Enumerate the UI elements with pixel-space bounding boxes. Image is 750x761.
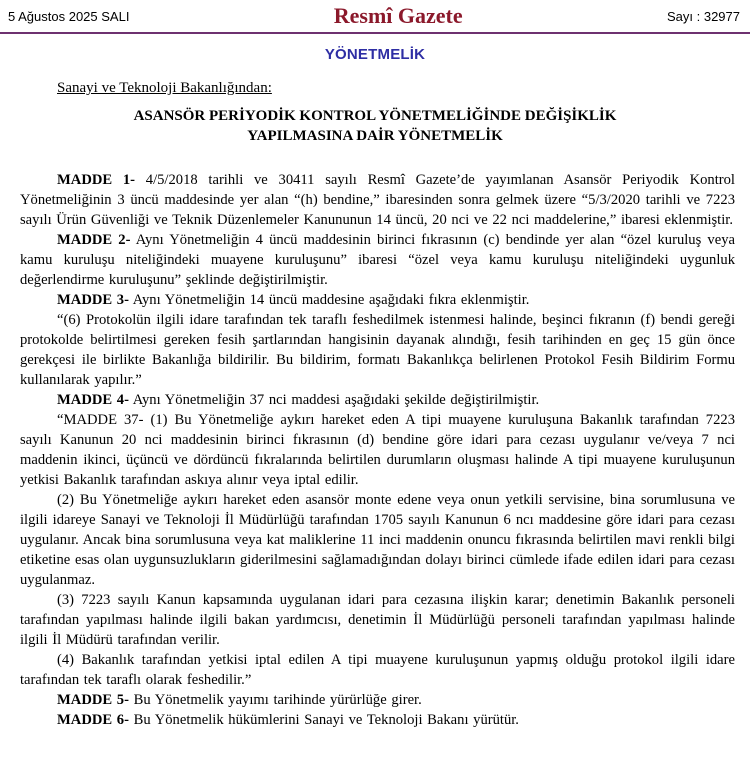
paragraph-text: Aynı Yönetmeliğin 37 nci maddesi aşağıdaki şekilde değiştirilmiştir. <box>128 392 540 409</box>
regulation-paragraph <box>20 230 735 290</box>
regulation-title-line2: YAPILMASINA DAİR YÖNETMELİK <box>247 128 503 145</box>
article-lead: MADDE 1- <box>57 172 136 189</box>
regulation-body <box>20 170 735 730</box>
paragraph-text: Bu Yönetmelik hükümlerini Sanayi ve Teknoloji Bakanı yürütür. <box>128 712 519 729</box>
regulation-paragraph <box>20 410 735 490</box>
paragraph-text: (2) Bu Yönetmeliğe aykırı hareket eden asansör monte edene veya onun yetkili servisine, bina sorumlusuna ve ilgili idareye Sanayi ve Teknoloji İl Müdürlüğü tarafından 1705 sayılı Kanunun 6 ncı maddesine göre idari para cezası uygulanır. Ancak bina sorumlusuna veya kat maliklerine 11 inci maddenin onuncu fıkrasında belirtilen mavi renkli bilgi etiketine esas olan uygunsuzlukların giderilmesini sağlamadığından dolayı birinci cümlede ifade edilen idari para cezası uygulanmaz. <box>20 492 735 589</box>
regulation-paragraph <box>20 590 735 650</box>
paragraph-text: “MADDE 37- (1) Bu Yönetmeliğe aykırı hareket eden A tipi muayene kuruluşuna Bakanlık tarafından 7223 sayılı Kanunun 20 nci maddesinin birinci fıkrasının (d) bendine göre idari para cezası uygulanır ve/veya 7 nci maddenin ikinci, üçüncü ve dördüncü fıkralarında belirtilen durumların oluşması halinde A tipi muayene kuruluşunun yetkisi Bakanlık tarafından askıya alınır veya iptal edilir. <box>20 412 735 489</box>
regulation-paragraph <box>20 690 735 710</box>
ministry-line: Sanayi ve Teknoloji Bakanlığından: <box>57 80 272 97</box>
regulation-paragraph <box>20 290 735 310</box>
paragraph-text: Aynı Yönetmeliğin 14 üncü maddesine aşağıdaki fıkra eklenmiştir. <box>128 292 530 309</box>
paragraph-text: Aynı Yönetmeliğin 4 üncü maddesinin birinci fıkrasının (c) bendinde yer alan “özel kuruluş veya kamu kuruluşu niteliğindeki muayene kuruluşunu” ibaresi “özel veya kamu kuruluşu niteliğindeki uygunluk değerlendirme kuruluşunu” şeklinde değiştirilmiştir. <box>20 232 735 289</box>
article-lead: MADDE 5- <box>57 692 129 709</box>
regulation-paragraph <box>20 390 735 410</box>
issue-number: Sayı : 32977 <box>666 9 740 25</box>
regulation-title <box>0 106 750 146</box>
section-label: YÖNETMELİK <box>324 46 426 64</box>
masthead <box>0 0 750 34</box>
paragraph-text: (3) 7223 sayılı Kanun kapsamında uygulanan idari para cezasına ilişkin karar; denetimin Bakanlık personeli tarafından yapılması halinde ilgili bakan yardımcısı, denetimin İl Müdürlüğü personeli tarafından yapılması halinde ilgili İl Müdürü tarafından verilir. <box>20 592 735 649</box>
regulation-paragraph <box>20 310 735 390</box>
issue-date: 5 Ağustos 2025 SALI <box>8 9 130 25</box>
regulation-paragraph <box>20 710 735 730</box>
paragraph-text: 4/5/2018 tarihli ve 30411 sayılı Resmî Gazete’de yayımlanan Asansör Periyodik Kontrol Yönetmeliğinin 3 üncü maddesinde yer alan “(h) bendine,” ibaresinden sonra gelmek üzere “5/3/2020 tarihli ve 7223 sayılı Ürün Güvenliği ve Teknik Düzenlemeler Kanununun 14 üncü, 20 nci ve 22 nci maddelerine,” ibaresi eklenmiştir. <box>20 172 735 229</box>
paragraph-text: “(6) Protokolün ilgili idare tarafından tek taraflı feshedilmek istenmesi halinde, beşinci fıkranın (f) bendi gereği protokolde belirtilmesi gereken fesih şartlarından hangisinin dayanak alındığı, fesih tarihinden en geç 15 gün önce gerekçesi ile birlikte Bakanlığa bildirilir. Bu bildirim, formatı Bakanlıkça belirlenen Protokol Fesih Bildirim Formu kullanılarak yapılır.” <box>20 312 735 389</box>
regulation-title-line1: ASANSÖR PERİYODİK KONTROL YÖNETMELİĞİNDE DEĞİŞİKLİK <box>133 108 617 125</box>
regulation-paragraph <box>20 650 735 690</box>
regulation-paragraph <box>20 490 735 590</box>
article-lead: MADDE 4- <box>57 392 129 409</box>
gazette-title: Resmî Gazete <box>333 3 463 28</box>
article-lead: MADDE 6- <box>57 712 129 729</box>
article-lead: MADDE 3- <box>57 292 129 309</box>
paragraph-text: (4) Bakanlık tarafından yetkisi iptal edilen A tipi muayene kuruluşunun yapmış olduğu protokol ilgili idare tarafından tek taraflı olarak feshedilir.” <box>20 652 735 689</box>
paragraph-text: Bu Yönetmelik yayımı tarihinde yürürlüğe girer. <box>128 692 422 709</box>
article-lead: MADDE 2- <box>57 232 131 249</box>
regulation-paragraph <box>20 170 735 230</box>
